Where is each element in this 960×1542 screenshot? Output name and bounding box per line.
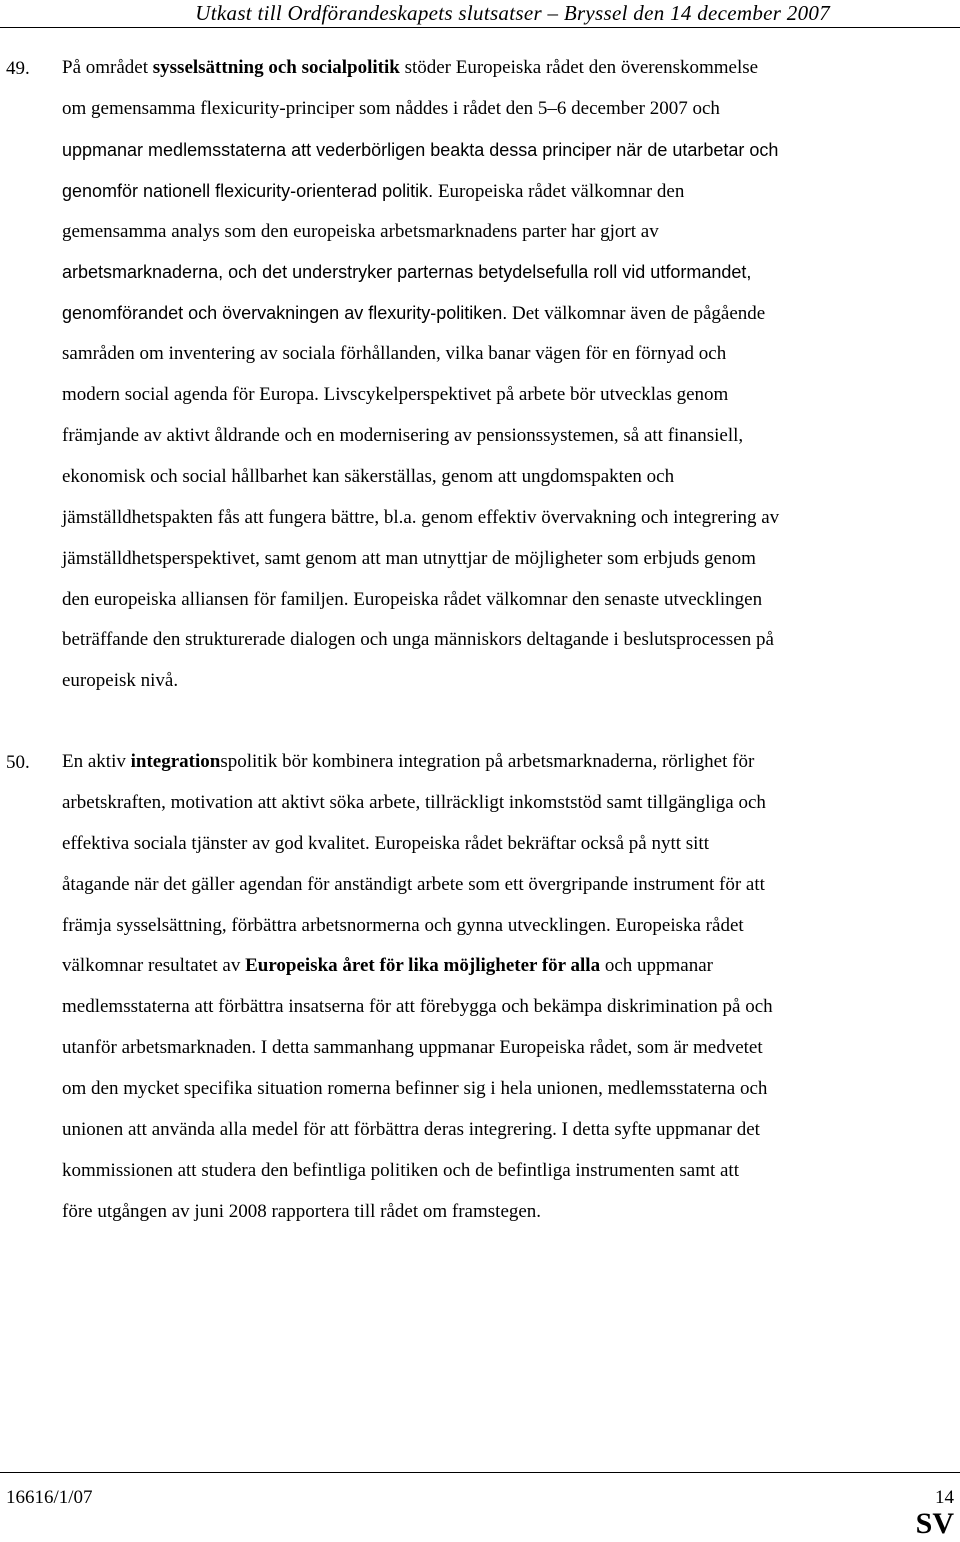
text-line xyxy=(62,1151,952,1192)
text-run: beträffande den strukturerade dialogen och unga människors deltagande i beslutsprocessen på xyxy=(62,629,774,651)
text-run: medlemsstaterna att förbättra insatserna för att förebygga och bekämpa diskrimination på och xyxy=(62,996,773,1018)
text-run: arbetskraften, motivation att aktivt söka arbete, tillräckligt inkomststöd samt tillgängliga och xyxy=(62,791,766,813)
bold-text-run: sysselsättning och socialpolitik xyxy=(152,57,400,78)
text-line xyxy=(62,171,952,212)
text-line xyxy=(62,865,952,906)
text-line xyxy=(62,375,952,416)
text-line xyxy=(62,130,952,171)
text-run: uppmanar medlemsstaterna att vederbörligen beakta dessa principer när de utarbetar och xyxy=(62,139,779,160)
text-run: om gemensamma flexicurity-principer som nåddes i rådet den 5–6 december 2007 och xyxy=(62,97,720,119)
text-run: och uppmanar xyxy=(600,955,713,977)
text-run: genomförandet och övervakningen av flexurity-politiken. xyxy=(62,303,508,324)
text-run: unionen att använda alla medel för att förbättra deras integrering. I detta syfte uppmanar det xyxy=(62,1119,760,1141)
page-header-title: Utkast till Ordförandeskapets slutsatser – Bryssel den 14 december 2007 xyxy=(195,1,830,25)
text-line xyxy=(62,906,952,947)
text-run: ekonomisk och social hållbarhet kan säkerställas, genom att ungdomspakten och xyxy=(62,465,675,487)
text-line xyxy=(62,1028,952,1069)
text-run: främja sysselsättning, förbättra arbetsnormerna och gynna utvecklingen. Europeiska rådet xyxy=(62,914,744,936)
text-line xyxy=(62,824,952,865)
text-line xyxy=(62,416,952,457)
text-line xyxy=(62,946,952,987)
text-line xyxy=(62,987,952,1028)
bold-text-run: Europeiska året för lika möjligheter för alla xyxy=(245,955,601,977)
text-run: samråden om inventering av sociala förhållanden, vilka banar vägen för en förnyad och xyxy=(62,343,727,365)
text-line xyxy=(62,457,952,498)
footer-divider xyxy=(0,1472,960,1473)
text-line xyxy=(62,1110,952,1151)
text-line xyxy=(62,48,952,89)
text-line xyxy=(62,498,952,539)
text-run: På området xyxy=(62,57,153,78)
text-run: Europeiska rådet välkomnar den xyxy=(433,180,685,202)
text-line xyxy=(62,212,952,253)
text-run: kommissionen att studera den befintliga politiken och de befintliga instrumenten samt att xyxy=(62,1159,739,1181)
text-run: om den mycket specifika situation romerna befinner sig i hela unionen, medlemsstaterna och xyxy=(62,1078,768,1100)
text-run: stöder Europeiska rådet den överenskommelse xyxy=(399,57,759,78)
text-line xyxy=(62,783,952,824)
text-run: jämställdhetspakten fås att fungera bättre, bl.a. genom effektiv övervakning och integrering av xyxy=(62,506,780,528)
page-number: 14 xyxy=(935,1487,954,1508)
text-run: främjande av aktivt åldrande och en modernisering av pensionssystemen, så att finansiell, xyxy=(62,425,744,447)
text-line xyxy=(62,742,952,783)
text-run: genomför nationell flexicurity-orienterad politik. xyxy=(62,180,434,201)
text-run: jämställdhetsperspektivet, samt genom att man utnyttjar de möjligheter som erbjuds genom xyxy=(62,547,756,569)
text-line xyxy=(62,89,952,130)
text-run: spolitik bör kombinera integration på arbetsmarknaderna, rörlighet för xyxy=(220,751,755,772)
paragraph-body xyxy=(62,742,952,1233)
text-line xyxy=(62,1069,952,1110)
paragraph-body xyxy=(62,48,952,702)
paragraph-number: 49. xyxy=(6,58,30,79)
text-line xyxy=(62,580,952,621)
text-line xyxy=(62,539,952,580)
text-run: arbetsmarknaderna, och det understryker parternas betydelsefulla roll vid utformandet, xyxy=(62,262,752,283)
text-run: effektiva sociala tjänster av god kvalitet. Europeiska rådet bekräftar också på nytt sitt xyxy=(62,832,709,854)
text-run: välkomnar resultatet av xyxy=(62,955,246,977)
language-code: SV xyxy=(915,1507,954,1540)
paragraph-number: 50. xyxy=(6,752,30,773)
text-run: gemensamma analys som den europeiska arbetsmarknadens parter har gjort av xyxy=(62,220,659,242)
text-line xyxy=(62,252,952,293)
text-line xyxy=(62,334,952,375)
text-run: Det välkomnar även de pågående xyxy=(507,303,766,325)
text-run: En aktiv xyxy=(62,751,131,772)
bold-text-run: integration xyxy=(130,751,221,772)
text-line xyxy=(62,661,952,702)
text-run: före utgången av juni 2008 rapportera till rådet om framstegen. xyxy=(62,1200,542,1222)
text-run: åtagande när det gäller agendan för anständigt arbete som ett övergripande instrument för att xyxy=(62,873,765,895)
text-line xyxy=(62,293,952,334)
text-run: modern social agenda för Europa. Livscykelperspektivet på arbete bör utvecklas genom xyxy=(62,384,729,406)
header-divider xyxy=(0,27,960,28)
text-line xyxy=(62,1192,952,1233)
text-run: den europeiska alliansen för familjen. Europeiska rådet välkomnar den senaste utvecklingen xyxy=(62,588,763,610)
text-run: utanför arbetsmarknaden. I detta sammanhang uppmanar Europeiska rådet, som är medvetet xyxy=(62,1037,763,1059)
text-run: europeisk nivå. xyxy=(62,670,179,692)
document-code: 16616/1/07 xyxy=(6,1487,93,1508)
text-line xyxy=(62,620,952,661)
